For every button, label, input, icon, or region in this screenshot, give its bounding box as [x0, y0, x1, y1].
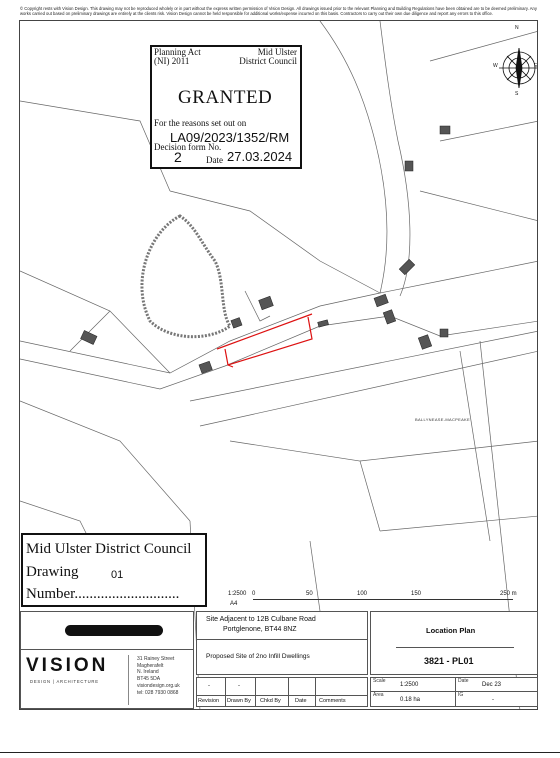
stamp-council-line1: Mid Ulster: [257, 47, 297, 57]
date-value: Dec 23: [482, 682, 502, 688]
scale-tick-150: 150: [411, 591, 422, 597]
site-line2: Portglenone, BT44 8NZ: [223, 626, 297, 633]
revision-value: -: [208, 683, 210, 689]
council-drawing-box: [21, 533, 207, 607]
scale-tick-50: 50: [306, 591, 313, 597]
copyright-notice: © Copyright rests with Vision Design. This drawing may not be reproduced wholely or in part without the express written permission of Vision Design. All drawings issued prior to the relevant Planning and Building Regulations have been obtained are to be deemed preliminary. Any works carried out based on preliminary drawings are entirely at the clients risk. Vision Design cannot be held responsible for additional works/expense incurred on this basis. Contractors to carry out their own due diligence and report any errors to this office.: [20, 6, 537, 16]
lane-north-west: [320, 21, 387, 293]
council-drawing-no: 01: [111, 569, 124, 581]
lane-north-east: [380, 21, 410, 296]
road-edge-north: [20, 261, 538, 373]
council-number-label: Number............................: [26, 586, 180, 602]
scale-paper: A4: [230, 601, 238, 607]
council-drawing-label: Drawing: [26, 564, 79, 580]
planning-stamp: [150, 45, 302, 169]
stamp-form-no: 2: [174, 149, 182, 165]
ig-label: IG: [458, 692, 464, 698]
date-label: Date: [458, 678, 469, 684]
office-address: 31 Rainey Street Magherafelt N. Ireland BT45 5DA visiondesign.org.uk tel: 028 7930 0868: [137, 656, 180, 696]
comments-header: Comments: [319, 698, 346, 704]
scale-tick-0: 0: [252, 591, 256, 597]
compass-e: E: [534, 63, 538, 69]
site-line1: Site Adjacent to 12B Culbane Road: [206, 616, 316, 623]
drawn-by-value: -: [238, 683, 240, 689]
drawing-title: Location Plan: [426, 626, 476, 635]
stamp-council-line2: District Council: [239, 56, 297, 66]
vision-logo-sub: DESIGN | ARCHITECTURE: [30, 679, 99, 684]
compass-w: W: [493, 63, 498, 69]
drawn-by-header: Drawn By: [227, 698, 251, 704]
page-divider: [0, 752, 560, 753]
townland-label: BALLYNEASE-MACPEAKE: [415, 417, 470, 422]
stamp-date-label: Date: [206, 155, 223, 165]
site-description: Proposed Site of 2no Infill Dwellings: [206, 653, 310, 660]
redacted-bar: [65, 625, 163, 636]
stamp-status: GRANTED: [178, 87, 273, 108]
compass-icon: [499, 48, 538, 88]
revision-header: Revision: [198, 698, 220, 704]
vision-logo: VISION: [26, 655, 109, 676]
scale-ratio: 1:2500: [228, 591, 247, 597]
ig-value: -: [492, 697, 494, 703]
stamp-reasons: For the reasons set out on: [154, 118, 247, 128]
stamp-ref: LA09/2023/1352/RM: [170, 130, 290, 145]
checked-by-header: Chkd By: [260, 698, 281, 704]
compass-n: N: [515, 25, 519, 31]
drawing-number: 3821 - PL01: [424, 656, 474, 666]
scale-bar: [253, 599, 513, 602]
title-block: [20, 611, 538, 709]
area-value: 0.18 ha: [400, 697, 421, 703]
date-header: Date: [295, 698, 307, 704]
stamp-date: 27.03.2024: [227, 149, 293, 164]
stamp-decision-form: Decision form No.: [154, 142, 222, 152]
area-label: Area: [373, 692, 384, 698]
stamp-act-line1: Planning Act: [154, 47, 201, 57]
scale-value: 1:2500: [400, 682, 419, 688]
compass-s: S: [515, 91, 519, 97]
scale-tick-100: 100: [357, 591, 368, 597]
council-name: Mid Ulster District Council: [26, 541, 192, 557]
scale-tick-250: 250 m: [500, 591, 517, 597]
sheet-details: [370, 677, 538, 707]
scale-label: Scale: [373, 678, 386, 684]
stamp-act-line2: (NI) 2011: [154, 56, 190, 66]
